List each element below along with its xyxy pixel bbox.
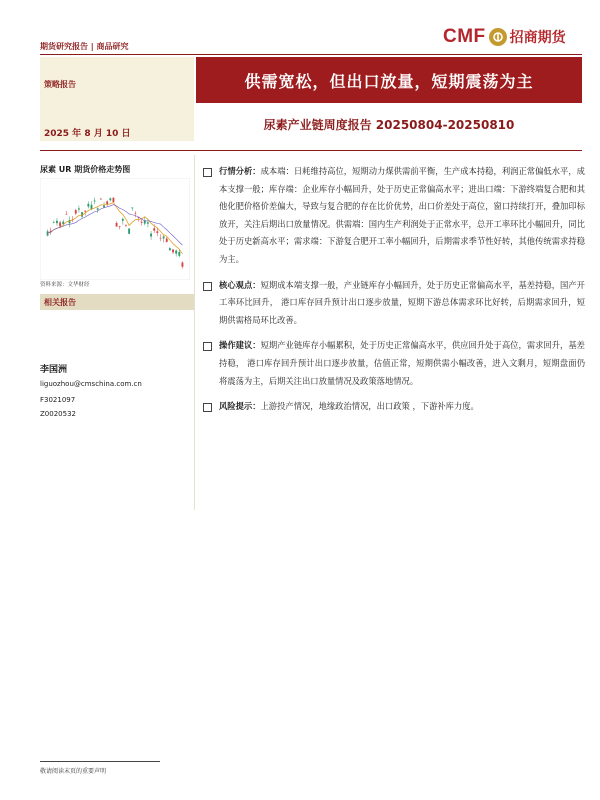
- report-category: 策略报告: [44, 80, 76, 89]
- candle-body: [116, 223, 118, 227]
- chart-title: 尿素 UR 期货价格走势图: [40, 165, 131, 174]
- candle-body: [53, 222, 55, 223]
- section-label: 商品研究: [96, 42, 129, 51]
- report-type-label: 期货研究报告: [40, 42, 88, 51]
- candle-body: [128, 229, 130, 234]
- bullet-label: 操作建议：: [219, 340, 261, 351]
- bullet-text: [219, 277, 585, 330]
- logo-chinese: 招商期货: [509, 30, 566, 46]
- candle-body: [59, 222, 61, 226]
- candle-body: [178, 252, 180, 256]
- chart-frame: [40, 178, 190, 280]
- bullet-item: [203, 398, 585, 416]
- author-license-1: F3021097: [40, 396, 76, 404]
- candle-body: [147, 222, 149, 223]
- candle-body: [166, 239, 168, 242]
- bullet-body: 短期产业链库存小幅累积，处于历史正常偏高水平，供应回升处于高位，需求回升，基差持稳， 港口库存回升预计出口逐步放量，估值正常，短期供需小幅改善，进入文剩月，短期盘面仍将震荡为主，后期关注出口放量情况及政策落地情况。: [219, 340, 585, 386]
- checkbox-bullet-icon: [203, 168, 212, 177]
- candle-body: [78, 208, 80, 209]
- header-report-type: [40, 41, 129, 52]
- page-title: 供需宽松，但出口放量，短期震荡为主: [244, 71, 534, 91]
- candle-body: [56, 221, 58, 223]
- candle-body: [125, 225, 127, 226]
- price-chart-svg: [40, 178, 190, 280]
- bullet-label: 风险提示：: [219, 401, 261, 412]
- candle-body: [47, 231, 49, 235]
- header-separator: |: [90, 42, 97, 51]
- candle-body: [112, 198, 114, 202]
- bullet-text: [219, 337, 585, 390]
- footer-disclaimer-note: 敬请阅读末页的重要声明: [40, 768, 107, 775]
- column-divider: [194, 155, 195, 510]
- bullet-list: [203, 163, 585, 424]
- author-email[interactable]: liguozhou@cmschina.com.cn: [40, 380, 142, 388]
- candle-body: [100, 199, 102, 200]
- candle-body: [175, 250, 177, 253]
- candle-body: [153, 228, 155, 230]
- related-reports-label: 相关报告: [44, 298, 76, 307]
- author-license-2: Z0020532: [40, 410, 76, 418]
- price-chart-image: [40, 178, 190, 280]
- candle-body: [94, 201, 96, 202]
- bullet-item: [203, 163, 585, 269]
- candle-body: [109, 198, 111, 200]
- cmf-logo: [443, 26, 566, 48]
- author-name: 李国洲: [40, 365, 68, 375]
- candle-body: [134, 213, 136, 214]
- checkbox-bullet-icon: [203, 342, 212, 351]
- candle-body: [172, 249, 174, 252]
- bullet-body: 上游投产情况，地缘政治情况，出口政策 ，下游补库力度。: [260, 401, 479, 412]
- candle-body: [84, 211, 86, 212]
- bullet-label: 核心观点：: [219, 279, 261, 290]
- candle-body: [169, 248, 171, 250]
- candle-body: [156, 231, 158, 233]
- chart-source: 资料来源：文华财经: [40, 282, 90, 288]
- candle-body: [160, 238, 162, 239]
- bullet-text: [219, 398, 585, 416]
- checkbox-bullet-icon: [203, 282, 212, 291]
- footer-rule: [40, 761, 160, 762]
- candle-body: [106, 201, 108, 204]
- bullet-body: 短期成本端支撑一般，产业链库存小幅回升，处于历史正常偏高水平，基差持稳，国产开工率环比回升， 港口库存回升预计出口逐步放量，短期下游总体需求环比好转，后期需求回升，短期供需格局环比改善。: [219, 279, 585, 325]
- checkbox-bullet-icon: [203, 403, 212, 412]
- section-rule: [40, 150, 582, 151]
- report-date: 2025 年 8 月 10 日: [44, 129, 131, 139]
- report-subtitle: 尿素产业链周度报告 20250804-20250810: [263, 118, 515, 132]
- logo-emblem-icon: [489, 28, 507, 46]
- bullet-label: 行情分析：: [219, 166, 261, 176]
- header-rule: [40, 54, 582, 55]
- logo-latin: CMF: [443, 26, 486, 47]
- candle-body: [119, 226, 121, 227]
- candle-body: [163, 236, 165, 238]
- bullet-item: [203, 277, 585, 330]
- bullet-item: [203, 337, 585, 390]
- candle-body: [103, 205, 105, 207]
- candle-body: [75, 210, 77, 213]
- candle-body: [122, 219, 124, 221]
- candle-body: [91, 205, 93, 209]
- title-banner: [196, 57, 582, 103]
- candle-body: [181, 263, 183, 267]
- candle-body: [65, 214, 67, 215]
- candle-body: [97, 208, 99, 209]
- candle-body: [141, 222, 143, 223]
- candle-body: [62, 222, 64, 225]
- candle-body: [150, 234, 152, 237]
- bullet-body: 成本端：日耗维持高位，短期动力煤供需前平衡，生产成本持稳，利润正常偏低水平，成本支撑一般；库存端：企业库存小幅回升，处于历史正常偏高水平；进出口端：下游终端复合肥和其他化肥价格价差偏大，导致与复合肥的存在比价优势，出口价差处于高位，窗口持续打开，叠加印标放开，关注后期出口放量情况。供需端：国内生产利润处于正常水平，总开工率环比小幅回升，同比处于历史新高水平；需求端：下游复合肥开工率小幅回升，后期需求季节性好转，其他传统需求持稳为主。: [219, 166, 585, 264]
- bullet-text: [219, 163, 585, 269]
- candle-body: [87, 204, 89, 207]
- candle-body: [131, 207, 133, 208]
